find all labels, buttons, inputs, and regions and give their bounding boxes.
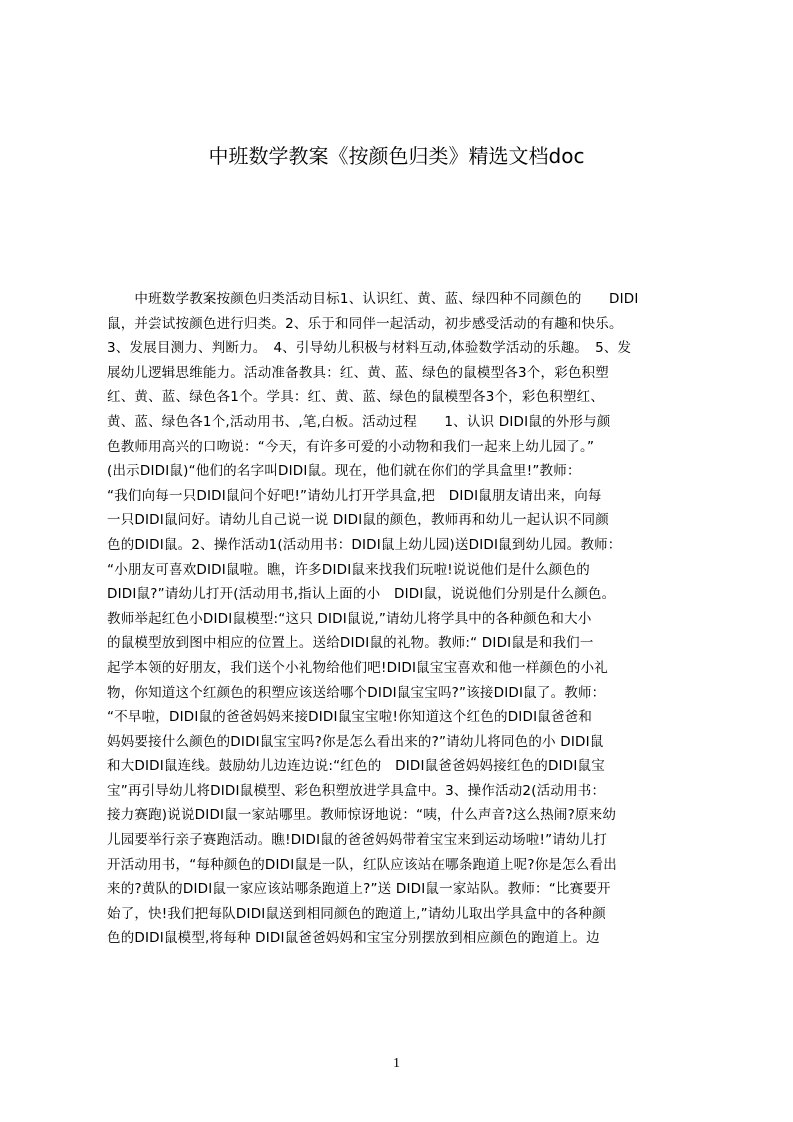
text-line: 鼠，并尝试按颜色进行归类。2、乐于和同伴一起活动，初步感受活动的有趣和快乐。 [107,315,623,332]
page-title: 中班数学教案《按颜色归类》精选文档doc [208,144,585,168]
text-line: 展幼儿逻辑思维能力。活动准备教具：红、黄、蓝、绿色的鼠模型各3个，彩色积塑 [107,364,609,381]
text-line: (出示DIDI鼠)“他们的名字叫DIDI鼠。现在，他们就在你们的学具盒里!”教师： [107,463,581,480]
text-line: 的鼠模型放到图中相应的位置上。送给DIDI鼠的礼物。教师:“ DIDI鼠是和我们一 [107,635,594,652]
text-line: 和大DIDI鼠连线。鼓励幼儿边连边说:“红色的 DIDI鼠爸爸妈妈接红色的DIDI鼠宝 [107,758,605,775]
text-line: 红、黄、蓝、绿色各1个。学具：红、黄、蓝、绿色的鼠模型各3个，彩色积塑红、 [107,389,605,406]
text-line: 接力赛跑)说说DIDI鼠一家站哪里。教师惊讶地说：“咦，什么声音?这么热闹?原来幼 [107,807,617,824]
text-line: 妈妈要接什么颜色的DIDI鼠宝宝吗?你是怎么看出来的?”请幼儿将同色的小 DIDI鼠 [107,733,604,750]
page-number: 1 [393,1056,400,1071]
text-line: 儿园要举行亲子赛跑活动。瞧!DIDI鼠的爸爸妈妈带着宝宝来到运动场啦!”请幼儿打 [107,832,608,849]
text-line: 色教师用高兴的口吻说：“今天，有许多可爱的小动物和我们一起来上幼儿园了。” [107,438,595,455]
text-line: “小朋友可喜欢DIDI鼠啦。瞧，许多DIDI鼠来找我们玩啦!说说他们是什么颜色的 [107,561,590,578]
text-line: 黄、蓝、绿色各1个,活动用书、,笔,白板。活动过程 1、认识 DIDI鼠的外形与颜 [107,413,611,430]
text-line: 开活动用书，“每种颜色的DIDI鼠是一队，红队应该站在哪条跑道上呢?你是怎么看出 [107,856,617,873]
text-line: “不早啦，DIDI鼠的爸爸妈妈来接DIDI鼠宝宝啦!你知道这个红色的DIDI鼠爸爸和 [107,709,593,726]
text-line: 3、发展目测力、判断力。 4、引导幼儿积极与材料互动,体验数学活动的乐趣。 5、发 [107,340,632,357]
text-line: 起学本领的好朋友，我们送个小礼物给他们吧!DIDI鼠宝宝喜欢和他一样颜色的小礼 [107,659,608,676]
text-line: 宝”再引导幼儿将DIDI鼠模型、彩色积塑放进学具盒中。3、操作活动2(活动用书： [107,782,606,799]
text-line: DIDI鼠?”请幼儿打开(活动用书,指认上面的小 DIDI鼠，说说他们分别是什么颜色。 [107,586,616,603]
body-text [107,287,697,951]
text-line: 一只DIDI鼠问好。请幼儿自己说一说 DIDI鼠的颜色，教师再和幼儿一起认识不同颜 [107,512,609,529]
text-line: 教师举起红色小DIDI鼠模型:“这只 DIDI鼠说,”请幼儿将学具中的各种颜色和大小 [107,610,592,627]
text-line: 色的DIDI鼠。2、操作活动1(活动用书：DIDI鼠上幼儿园)送DIDI鼠到幼儿园。教师： [107,536,622,553]
text-line: 物，你知道这个红颜色的积塑应该送给哪个DIDI鼠宝宝吗?”该接DIDI鼠了。教师： [107,684,606,701]
text-line: 中班数学教案按颜色归类活动目标1、认识红、黄、蓝、绿四种不同颜色的 DIDI [107,291,639,307]
text-line: 色的DIDI鼠模型,将每种 DIDI鼠爸爸妈妈和宝宝分别摆放到相应颜色的跑道上。边 [107,930,600,947]
text-line: 始了，快!我们把每队DIDI鼠送到相同颜色的跑道上,”请幼儿取出学具盒中的各种颜 [107,905,606,922]
text-line: “我们向每一只DIDI鼠问个好吧!”请幼儿打开学具盒,把 DIDI鼠朋友请出来，向每 [107,487,602,504]
text-line: 来的?黄队的DIDI鼠一家应该站哪条跑道上?”送 DIDI鼠一家站队。教师：“比赛要开 [107,881,611,898]
